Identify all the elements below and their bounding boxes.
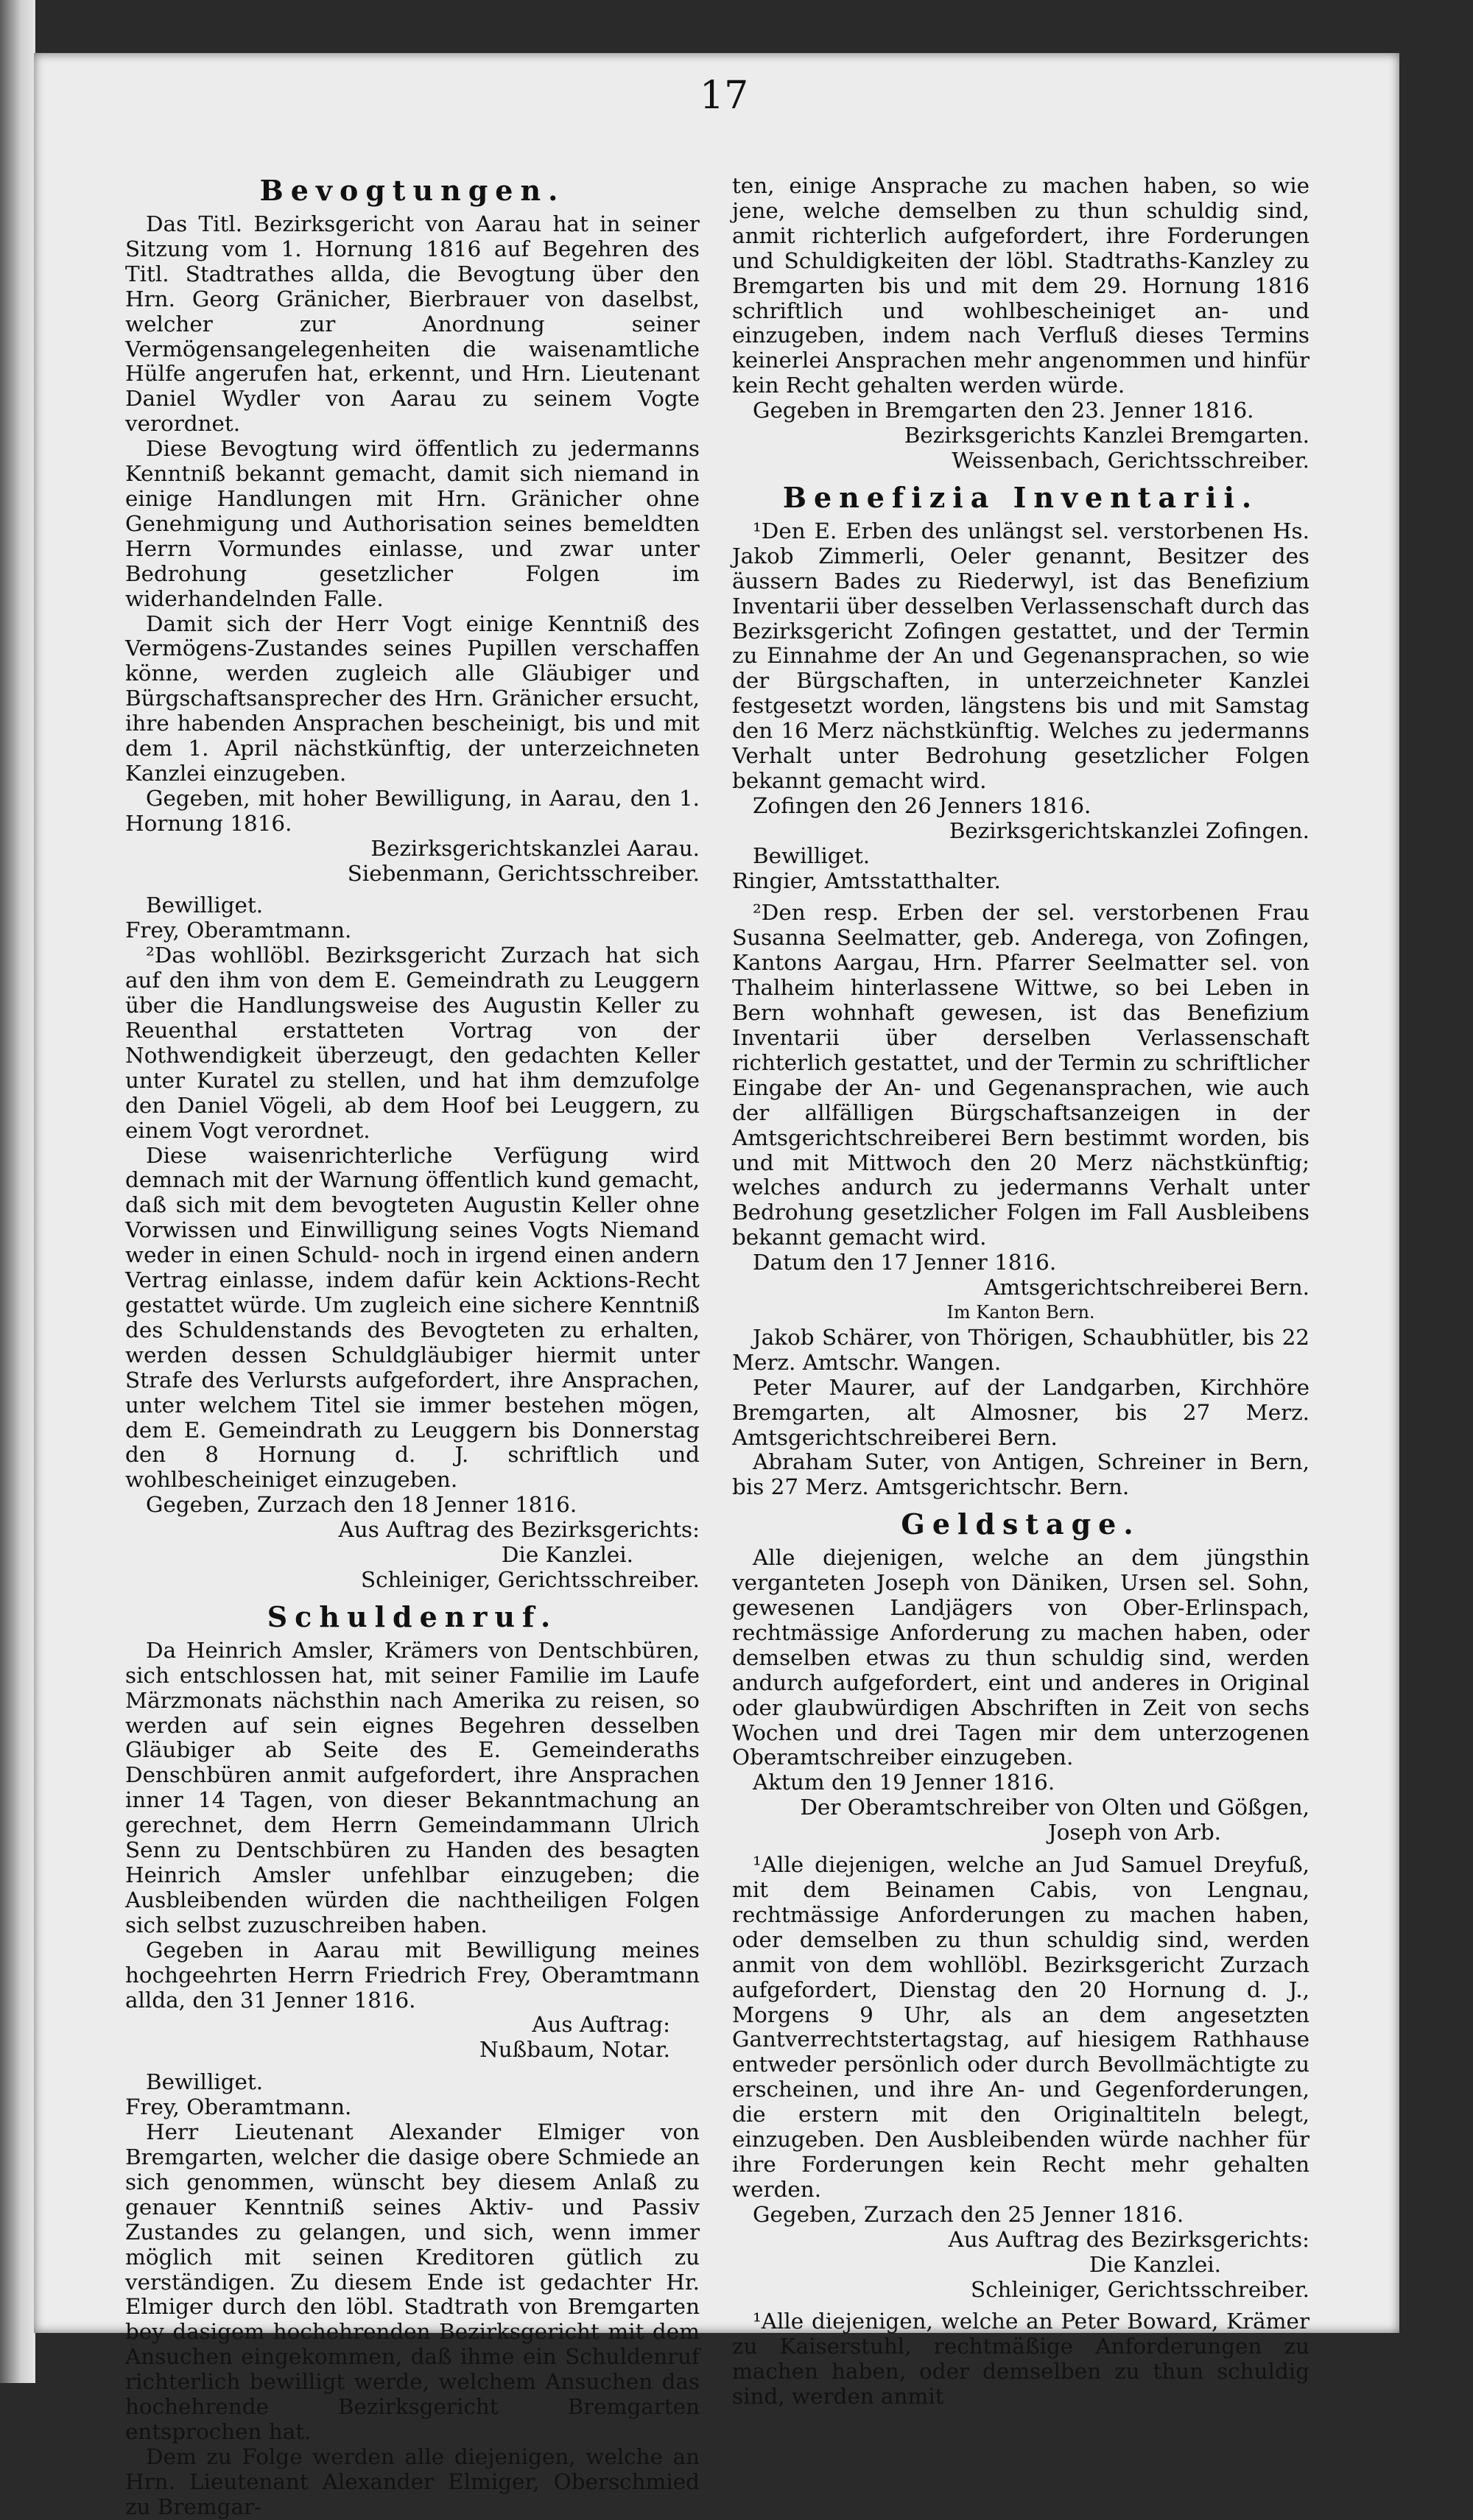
paragraph: Herr Lieutenant Alexander Elmiger von Bremgarten, welcher die dasige obere Schmiede an sich genommen, wünscht bey diesem Anlaß zu genauer Kenntniß seines Aktiv- und Passiv Zustandes zu gelangen, und sich, wenn immer möglich mit seinen Kreditoren gütlich zu verständigen. Zu diesem Ende ist gedachter Hr. Elmiger durch den löbl. Stadtrath von Bremgarten bey dasigem hochehrenden Bezirksgericht mit dem Ansuchen eingekommen, daß ihme ein Schuldenruf richterlich bewilligt werde, welchem Ansuchen das hochehrende Bezirksgericht Bremgarten entsprochen hat. (125, 2119, 700, 2444)
signature-line: Bezirksgerichts Kanzlei Bremgarten. (904, 423, 1309, 448)
paragraph: Gegeben in Aarau mit Bewilligung meines hochgeehrten Herrn Friedrich Frey, Oberamtmann allda, den 31 Jenner 1816. (125, 1937, 700, 2013)
signature-line: Nußbaum, Notar. (479, 2037, 670, 2063)
paragraph: Zofingen den 26 Jenners 1816. (753, 792, 1091, 818)
paragraph: Datum den 17 Jenner 1816. (753, 1250, 1057, 1275)
list-entry: Abraham Suter, von Antigen, Schreiner in Bern, bis 27 Merz. Amtsgerichtschr. Bern. (732, 1449, 1309, 1500)
left-column (125, 174, 700, 2520)
paragraph: Da Heinrich Amsler, Krämers von Dentschbüren, sich entschlossen hat, mit seiner Familie im Laufe Märzmonats nächsthin nach Amerika zu reisen, so werden auf sein eignes Begehren desselben Gläubiger ab Seite des E. Gemeinderaths Denschbüren anmit aufgefordert, ihre Ansprachen inner 14 Tagen, von dieser Bekanntmachung an gerechnet, dem Herrn Gemeindammann Ulrich Senn zu Dentschbüren zu Handen des besagten Heinrich Amsler unfehlbar einzugeben; die Ausbleibenden würden die nachtheiligen Folgen sich selbst zuzuschreiben haben. (125, 1637, 700, 1937)
right-column (732, 174, 1309, 2410)
paragraph: ¹Alle diejenigen, welche an Jud Samuel Dreyfuß, mit dem Beinamen Cabis, von Lengnau, rechtmässige Anforderungen zu machen haben, oder demselben zu thun schuldig sind, werden anmit von dem wohllöbl. Bezirksgericht Zurzach aufgefordert, Dienstag den 20 Hornung d. J., Morgens 9 Uhr, als an dem angesetzten Gantverrechtstertagstag, auf hiesigem Rathhause entweder persönlich oder durch Bevollmächtigte zu erscheinen, und ihre An- und Gegenforderungen, die erstern mit den Originaltiteln belegt, einzugeben. Den Ausbleibenden würde nachher für ihre Forderungen kein Recht mehr gehalten werden. (732, 1852, 1309, 2202)
signature-line: Schleiniger, Gerichtsschreiber. (360, 1566, 700, 1592)
signature-line: Die Kanzlei. (1089, 2251, 1221, 2277)
signature-line: Amtsgerichtschreiberei Bern. (984, 1275, 1309, 1301)
paragraph: Das Titl. Bezirksgericht von Aarau hat in seiner Sitzung vom 1. Hornung 1816 auf Begehren des Titl. Stadtrathes allda, die Bevogtung über den Hrn. Georg Gränicher, Bierbrauer von daselbst, welcher zur Anordnung seiner Vermögensangelegenheiten die waisenamtliche Hülfe angerufen hat, erkennt, und Hrn. Lieutenant Daniel Wydler von Aarau zu seinem Vogte verordnet. (125, 211, 700, 437)
paragraph: ²Das wohllöbl. Bezirksgericht Zurzach hat sich auf den ihm von dem E. Gemeindrath zu Leuggern über die Handlungsweise des Augustin Keller zu Reuenthal erstatteten Vortrag von der Nothwendigkeit überzeugt, den gedachten Keller unter Kuratel zu stellen, und hat ihm demzufolge den Daniel Vögeli, ab dem Hoof bei Leuggern, zu einem Vogt verordnet. (125, 943, 700, 1143)
official-name: Frey, Oberamtmann. (125, 918, 352, 943)
signature-line: Aus Auftrag: (532, 2012, 670, 2038)
signature-line: Weissenbach, Gerichtsschreiber. (952, 447, 1309, 473)
paragraph: Gegeben, Zurzach den 25 Jenner 1816. (753, 2201, 1184, 2227)
heading-benefizia-inventarii: Benefizia Inventarii. (782, 480, 1259, 514)
official-name: Ringier, Amtsstatthalter. (732, 867, 1001, 893)
list-entry: Jakob Schärer, von Thörigen, Schaubhütler, bis 22 Merz. Amtschr. Wangen. (732, 1324, 1309, 1375)
signature-line: Joseph von Arb. (1047, 1820, 1221, 1845)
heading-schuldenruf: Schuldenruf. (267, 1599, 558, 1633)
signature-line: Aus Auftrag des Bezirksgerichts: (338, 1517, 700, 1543)
subheading: Im Kanton Bern. (946, 1301, 1095, 1323)
signature-line: Bezirksgerichtskanzlei Aarau. (370, 835, 700, 861)
signature-line: Bezirksgerichtskanzlei Zofingen. (949, 817, 1309, 843)
page-number: 17 (700, 74, 749, 118)
paragraph: Gegeben, mit hoher Bewilligung, in Aarau, den 1. Hornung 1816. (125, 785, 700, 836)
paragraph: Alle diejenigen, welche an dem jüngsthin verganteten Joseph von Däniken, Ursen sel. Sohn, gewesenen Landjägers von Ober-Erlinspach, rechtmässige Anforderung zu machen haben, oder demselben etwas zu thun schuldig sind, werden andurch aufgefordert, eint und anderes in Original oder glaubwürdigen Abschriften in Zeit von sechs Wochen und drei Tagen mir dem unterzogenen Oberamtschreiber einzugeben. (732, 1545, 1309, 1770)
paragraph: ¹Den E. Erben des unlängst sel. verstorbenen Hs. Jakob Zimmerli, Oeler genannt, Besitzer des äussern Bades zu Riederwyl, ist das Benefizium Inventarii über desselben Verlassenschaft durch das Bezirksgericht Zofingen gestattet, und der Termin zu Einnahme der An und Gegenansprachen, so wie der Bürgschaften, in unterzeichneter Kanzlei festgesetzt worden, längstens bis und mit Samstag den 16 Merz nächstkünftig. Welches zu jedermanns Verhalt unter Bedrohung gesetzlicher Folgen bekannt gemacht wird. (732, 518, 1309, 793)
paragraph: Damit sich der Herr Vogt einige Kenntniß des Vermögens-Zustandes seines Pupillen verschaffen könne, werden zugleich alle Gläubiger und Bürgschaftsansprecher des Hrn. Gränicher ersucht, ihre habenden Ansprachen bescheinigt, bis und mit dem 1. April nächstkünftig, der unterzeichneten Kanzlei einzugeben. (125, 610, 700, 786)
list-entry: Peter Maurer, auf der Landgarben, Kirchhöre Bremgarten, alt Almosner, bis 27 Merz. Amtsgerichtschreiberei Bern. (732, 1374, 1309, 1450)
paragraph: Gegeben in Bremgarten den 23. Jenner 1816. (753, 398, 1254, 423)
paragraph: Gegeben, Zurzach den 18 Jenner 1816. (146, 1492, 577, 1518)
approval-note: Bewilliget. (753, 842, 871, 868)
book-spine (0, 0, 35, 2383)
signature-line: Die Kanzlei. (501, 1542, 633, 1568)
approval-note: Bewilliget. (146, 2069, 264, 2095)
paragraph: ¹Alle diejenigen, welche an Peter Boward, Krämer zu Kaiserstuhl, rechtmäßige Anforderungen zu machen haben, oder demselben zu thun schuldig sind, werden anmit (732, 2309, 1309, 2410)
paragraph: ²Den resp. Erben der sel. verstorbenen Frau Susanna Seelmatter, geb. Anderega, von Zofingen, Kantons Aargau, Hrn. Pfarrer Seelmatter sel. von Thalheim hinterlassene Wittwe, so bei Leben in Bern wohnhaft gewesen, ist das Benefizium Inventarii über derselben Verlassenschaft richterlich gestattet, und der Termin zu schriftlicher Eingabe der An- und Gegenansprachen, wie auch der allfälligen Bürgschaftsanzeigen in der Amtsgerichtschreiberei Bern bestimmt worden, bis und mit Mittwoch den 20 Merz nächstkünftig; welches andurch zu jedermanns Verhalt unter Bedrohung gesetzlicher Folgen im Fall Ausbleibens bekannt gemacht wird. (732, 900, 1309, 1250)
signature-line: Siebenmann, Gerichtsschreiber. (347, 860, 700, 886)
paragraph: Diese waisenrichterliche Verfügung wird demnach mit der Warnung öffentlich kund gemacht, daß sich mit dem bevogteten Augustin Keller ohne Vorwissen und Einwilligung seines Vogts Niemand weder in einen Schuld- noch in irgend einen andern Vertrag einlasse, indem dafür kein Acktions-Recht gestattet würde. Um zugleich eine sichere Kenntniß des Schuldenstands des Bevogteten zu erhalten, werden dessen Schuldgläubiger hiermit unter Strafe des Verlursts aufgefordert, ihre Ansprachen, unter welchem Titel sie immer bestehen mögen, dem E. Gemeindrath zu Leuggern bis Donnerstag den 8 Hornung d. J. schriftlich und wohlbescheiniget einzugeben. (125, 1142, 700, 1493)
signature-line: Der Oberamtschreiber von Olten und Gößgen, (800, 1795, 1309, 1820)
paragraph: Dem zu Folge werden alle diejenigen, welche an Hrn. Lieutenant Alexander Elmiger, Oberschmied zu Bremgar- (125, 2443, 700, 2519)
official-name: Frey, Oberamtmann. (125, 2094, 352, 2120)
approval-note: Bewilliget. (146, 893, 264, 918)
signature-line: Aus Auftrag des Bezirksgerichts: (948, 2226, 1309, 2252)
heading-bevogtungen: Bevogtungen. (259, 174, 566, 207)
heading-geldstage: Geldstage. (901, 1507, 1141, 1541)
paragraph: ten, einige Ansprache zu machen haben, so wie jene, welche demselben zu thun schuldig sind, anmit richterlich aufgefordert, ihre Forderungen und Schuldigkeiten der löbl. Stadtraths-Kanzley zu Bremgarten bis und mit dem 29. Hornung 1816 schriftlich und wohlbescheiniget an- und einzugeben, indem nach Verfluß dieses Termins keinerlei Ansprachen mehr angenommen und hinfür kein Recht gehalten werden würde. (732, 173, 1309, 398)
signature-line: Schleiniger, Gerichtsschreiber. (970, 2276, 1309, 2302)
paragraph: Aktum den 19 Jenner 1816. (753, 1770, 1055, 1795)
paragraph: Diese Bevogtung wird öffentlich zu jedermanns Kenntniß bekannt gemacht, damit sich niemand in einige Handlungen mit Hrn. Gränicher ohne Genehmigung und Authorisation seines bemeldten Herrn Vormundes einlasse, und zwar unter Bedrohung gesetzlicher Folgen im widerhandelnden Falle. (125, 436, 700, 611)
